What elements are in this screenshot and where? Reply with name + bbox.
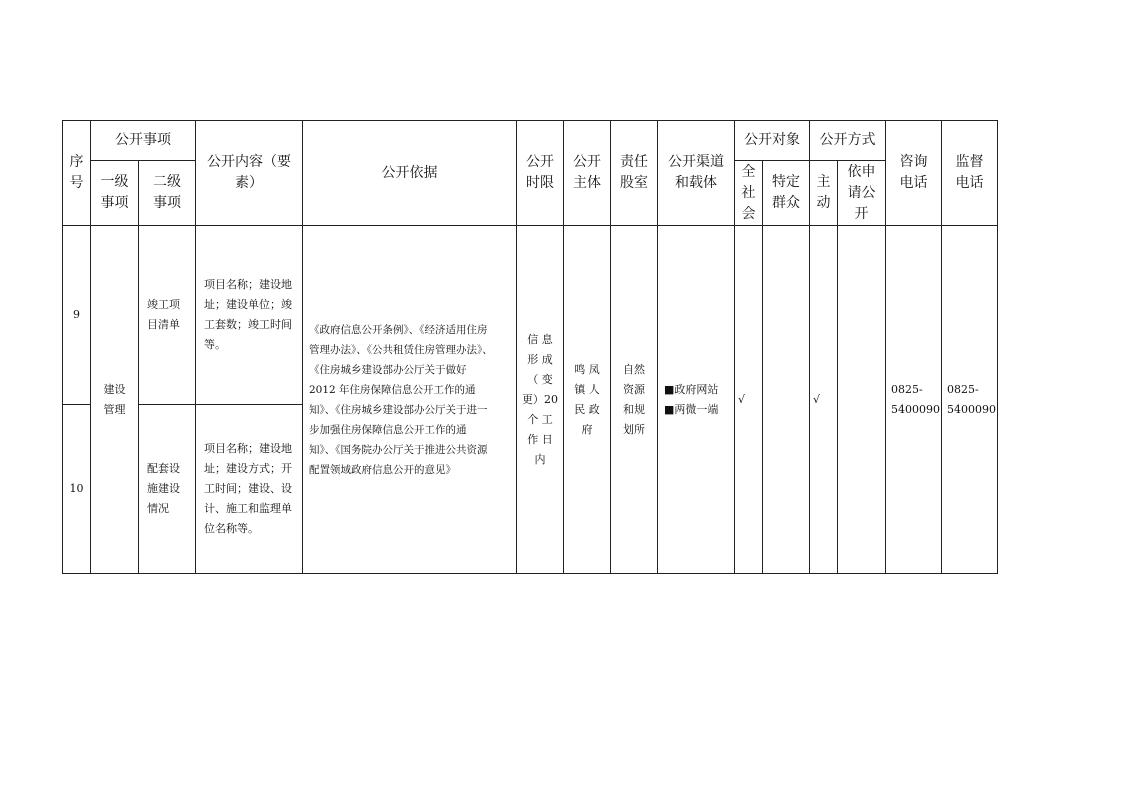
supervise-phone: 0825- 5400090 (941, 225, 998, 574)
active-check: √ (809, 225, 837, 574)
all-society-check: √ (734, 225, 762, 574)
header-supervise-phone: 监督 电话 (941, 120, 998, 225)
consult-phone: 0825- 5400090 (885, 225, 941, 574)
header-on-request: 依申 请公 开 (837, 160, 885, 225)
header-content: 公开内容（要 素） (195, 120, 302, 225)
level1-category: 建设 管理 (90, 225, 138, 574)
row-9-seq: 9 (62, 225, 90, 404)
header-channel: 公开渠道 和载体 (657, 120, 734, 225)
header-level2: 二级 事项 (138, 160, 195, 225)
header-specific: 特定 群众 (762, 160, 809, 225)
on-request-check (837, 225, 885, 574)
time-limit: 信 息 形 成 （ 变 更）20 个 工 作 日 内 (516, 225, 563, 574)
header-office: 责任 股室 (610, 120, 657, 225)
responsible-office: 自然 资源 和规 划所 (610, 225, 657, 574)
header-method: 公开方式 (809, 120, 885, 160)
row-9-level2: 竣工项 目清单 (138, 225, 195, 404)
header-basis: 公开依据 (302, 120, 516, 225)
specific-group-check (762, 225, 809, 574)
row-9-content: 项目名称；建设地 址；建设单位；竣 工套数；竣工时间 等。 (195, 225, 302, 404)
row-10-seq: 10 (62, 404, 90, 574)
disclosure-channel: ■政府网站 ■两微一端 (657, 225, 734, 574)
header-consult-phone: 咨询 电话 (885, 120, 941, 225)
header-active: 主 动 (809, 160, 837, 225)
disclosure-subject: 鸣 凤 镇 人 民 政 府 (563, 225, 610, 574)
header-all-society: 全 社 会 (734, 160, 762, 225)
row-10-level2: 配套设 施建设 情况 (138, 404, 195, 574)
header-target: 公开对象 (734, 120, 809, 160)
header-time-limit: 公开 时限 (516, 120, 563, 225)
header-subject: 公开 主体 (563, 120, 610, 225)
header-level1: 一级 事项 (90, 160, 138, 225)
row-10-content: 项目名称；建设地 址；建设方式；开 工时间；建设、设 计、施工和监理单 位名称等。 (195, 404, 302, 574)
header-seq: 序 号 (62, 120, 90, 225)
disclosure-basis: 《政府信息公开条例》、《经济适用住房 管理办法》、《公共租赁住房管理办法》、 《住房城乡建设部办公厅关于做好 2012 年住房保障信息公开工作的通 知》、《住房城乡建设部办公厅关于进一 步加强住房保障信息公开工作的通 知》、《国务院办公厅关于推进公共资源 配置领域政府信息公开的意见》 (302, 225, 516, 574)
header-items: 公开事项 (90, 120, 195, 160)
